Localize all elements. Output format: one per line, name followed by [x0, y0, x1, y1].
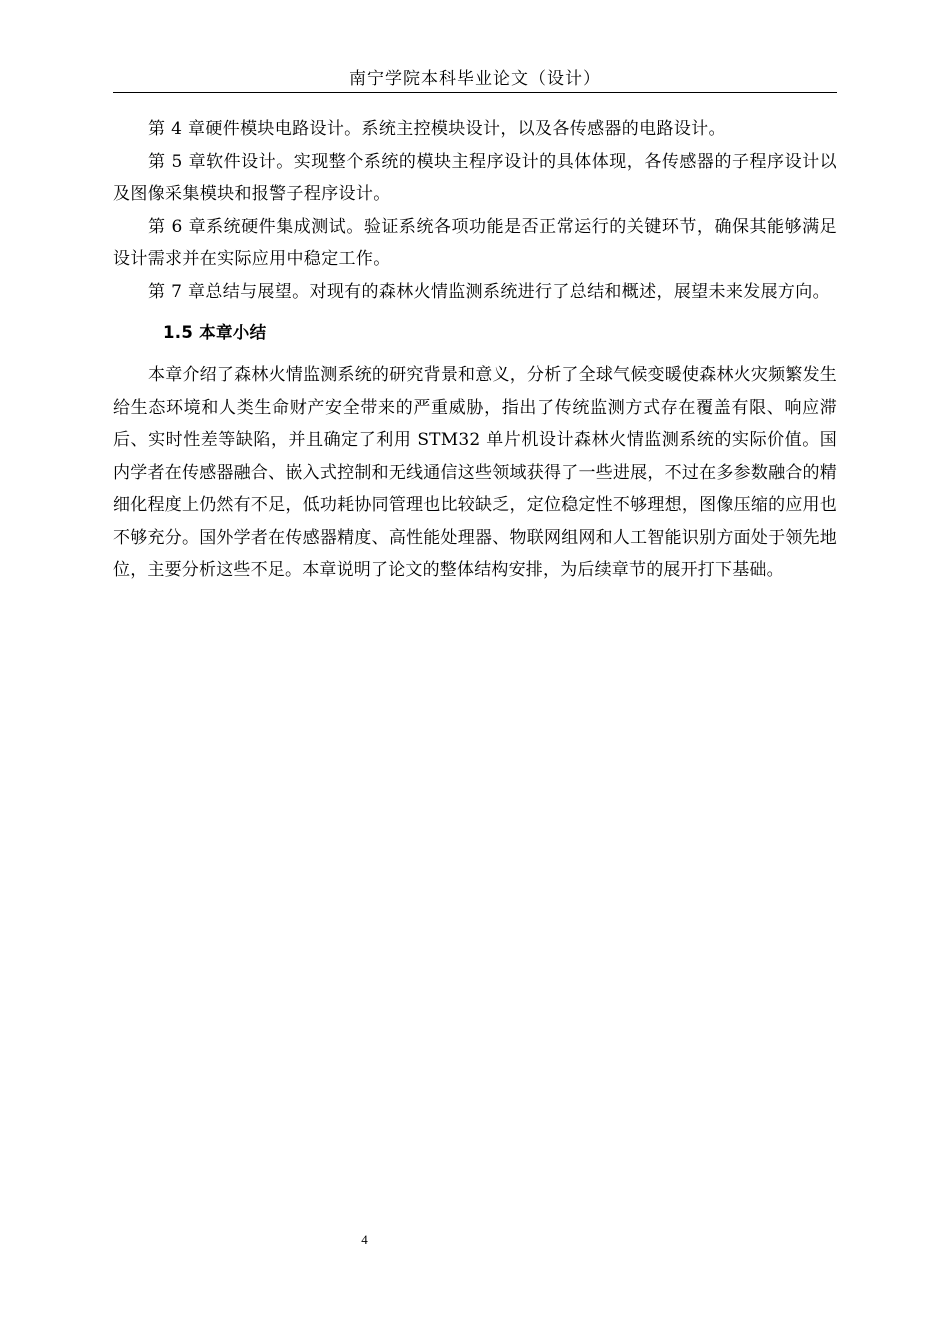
section-heading: 1.5 本章小结: [163, 323, 267, 342]
paragraph-chapter-5: 第 5 章软件设计。实现整个系统的模块主程序设计的具体体现，各传感器的子程序设计以及图像采集模块和报警子程序设计。: [113, 151, 837, 204]
paragraph-chapter-7: 第 7 章总结与展望。对现有的森林火情监测系统进行了总结和概述，展望未来发展方向。: [148, 281, 830, 302]
paragraph-chapter-4: 第 4 章硬件模块电路设计。系统主控模块设计，以及各传感器的电路设计。: [148, 119, 726, 139]
page-number: 4: [361, 1232, 368, 1247]
summary-paragraph: 本章介绍了森林火情监测系统的研究背景和意义，分析了全球气候变暖使森林火灾频繁发生给生态环境和人类生命财产安全带来的严重威胁，指出了传统监测方式存在覆盖有限、响应滞后、实时性差等缺陷，并且确定了利用 STM32 单片机设计森林火情监测系统的实际价值。国内学者在传感器融合、嵌入式控制和无线通信这些领域获得了一些进展，不过在多参数融合的精细化程度上仍然有不足，低功耗协同管理也比较缺乏，定位稳定性不够理想，图像压缩的应用也不够充分。国外学者在传感器精度、高性能处理器、物联网组网和人工智能识别方面处于领先地位，主要分析这些不足。本章说明了论文的整体结构安排，为后续章节的展开打下基础。: [113, 365, 837, 580]
header-title: 南宁学院本科毕业论文（设计）: [349, 69, 601, 89]
page-header: [113, 66, 837, 93]
paragraph-chapter-6: 第 6 章系统硬件集成测试。验证系统各项功能是否正常运行的关键环节，确保其能够满足设计需求并在实际应用中稳定工作。: [113, 216, 837, 269]
document-body: [113, 113, 837, 587]
